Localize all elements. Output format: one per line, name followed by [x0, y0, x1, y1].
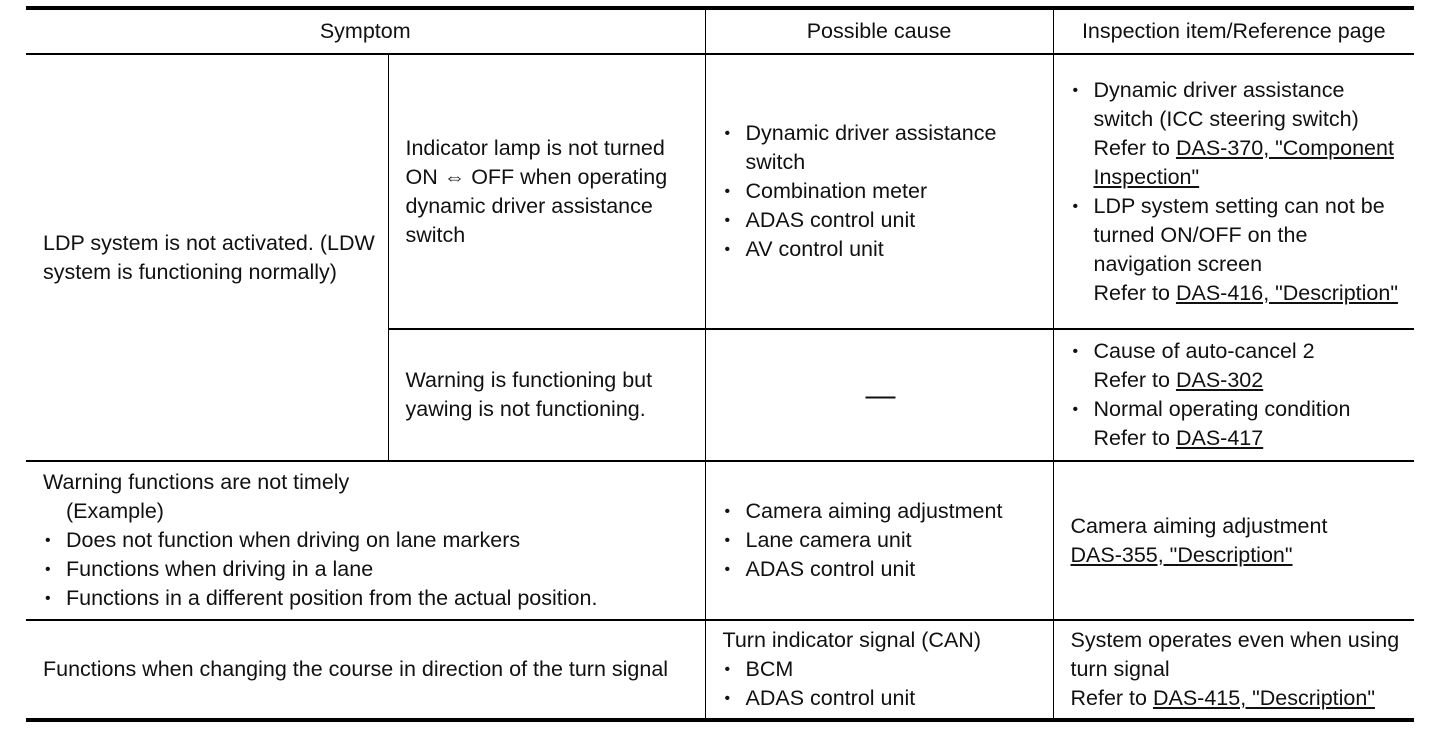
symptom-title: Warning functions are not timely	[43, 470, 350, 494]
cause-item: • Dynamic driver assistance switch	[723, 119, 1039, 177]
refer-prefix: Refer to	[1093, 280, 1176, 305]
inspection-cell	[1053, 620, 1414, 720]
cause-none-dash: —	[705, 329, 1053, 461]
inspection-item-text: Camera aiming adjustment	[1070, 513, 1328, 538]
symptom-example-label: (Example)	[66, 499, 164, 523]
inspection-item-text: Normal operating condition	[1093, 397, 1351, 421]
inspection-list	[1053, 54, 1414, 329]
inspection-item	[1071, 192, 1401, 308]
condition-indicator-lamp: Indicator lamp is not turned ON ⇔ OFF when operating dynamic driver assistance switch	[388, 54, 705, 329]
cause-list	[705, 461, 1053, 620]
inspection-item-text: LDP system setting can not be turned ON/OFF on the navigation screen	[1093, 193, 1385, 276]
refer-prefix: Refer to	[1070, 686, 1153, 710]
troubleshooting-table	[26, 6, 1414, 722]
refer-line	[1094, 279, 1401, 308]
symptom-turn-signal: Functions when changing the course in direction of the turn signal	[26, 620, 705, 720]
header-possible-cause: Possible cause	[705, 8, 1053, 54]
inspection-list	[1053, 329, 1414, 461]
reference-link[interactable]: DAS-302	[1175, 368, 1264, 392]
reference-link[interactable]: DAS-370, "Component Inspection"	[1093, 135, 1394, 189]
refer-line	[1094, 366, 1401, 395]
cause-item: • Combination meter	[723, 177, 1039, 206]
cause-item: • ADAS control unit	[723, 684, 1039, 713]
symptom-example-item: • Does not function when driving on lane markers	[43, 526, 691, 555]
refer-line	[1094, 424, 1401, 453]
header-symptom: Symptom	[26, 8, 705, 54]
inspection-cell	[1053, 461, 1414, 620]
reference-link[interactable]: DAS-417	[1175, 426, 1264, 450]
refer-line	[1094, 134, 1401, 192]
refer-prefix: Refer to	[1093, 368, 1176, 392]
cause-title: Turn indicator signal (CAN)	[722, 628, 981, 652]
reference-link[interactable]: DAS-415, "Description"	[1152, 686, 1375, 710]
inspection-item	[1071, 395, 1401, 453]
inspection-item-text: System operates even when using turn signal	[1070, 628, 1400, 681]
inspection-item	[1071, 76, 1401, 192]
cause-item: • Camera aiming adjustment	[723, 497, 1039, 526]
reference-link[interactable]: DAS-355, "Description"	[1070, 542, 1293, 567]
symptom-example-item: • Functions in a different position from the actual position.	[43, 584, 691, 613]
cause-list	[705, 620, 1053, 720]
refer-prefix: Refer to	[1093, 135, 1176, 160]
refer-line	[1071, 684, 1401, 713]
table-row	[26, 54, 1414, 329]
cause-item: • ADAS control unit	[723, 206, 1039, 235]
table-row	[26, 620, 1414, 720]
table-row	[26, 461, 1414, 620]
table-header-row	[26, 8, 1414, 54]
cause-item: • BCM	[723, 655, 1039, 684]
reference-link[interactable]: DAS-416, "Description"	[1175, 280, 1398, 305]
inspection-item-text: Cause of auto-cancel 2	[1093, 339, 1315, 363]
cause-item: • AV control unit	[723, 235, 1039, 264]
header-inspection: Inspection item/Reference page	[1053, 8, 1414, 54]
inspection-item	[1071, 337, 1401, 395]
symptom-warning-not-timely	[26, 461, 705, 620]
symptom-example-item: • Functions when driving in a lane	[43, 555, 691, 584]
cause-item: • Lane camera unit	[723, 526, 1039, 555]
cause-list	[705, 54, 1053, 329]
symptom-ldp-not-activated: LDP system is not activated. (LDW system is functioning normally)	[26, 54, 388, 461]
refer-prefix: Refer to	[1093, 426, 1176, 450]
inspection-item-text: Dynamic driver assistance switch (ICC steering switch)	[1093, 77, 1359, 131]
condition-yawing: Warning is functioning but yawing is not functioning.	[388, 329, 705, 461]
cause-item: • ADAS control unit	[723, 555, 1039, 584]
